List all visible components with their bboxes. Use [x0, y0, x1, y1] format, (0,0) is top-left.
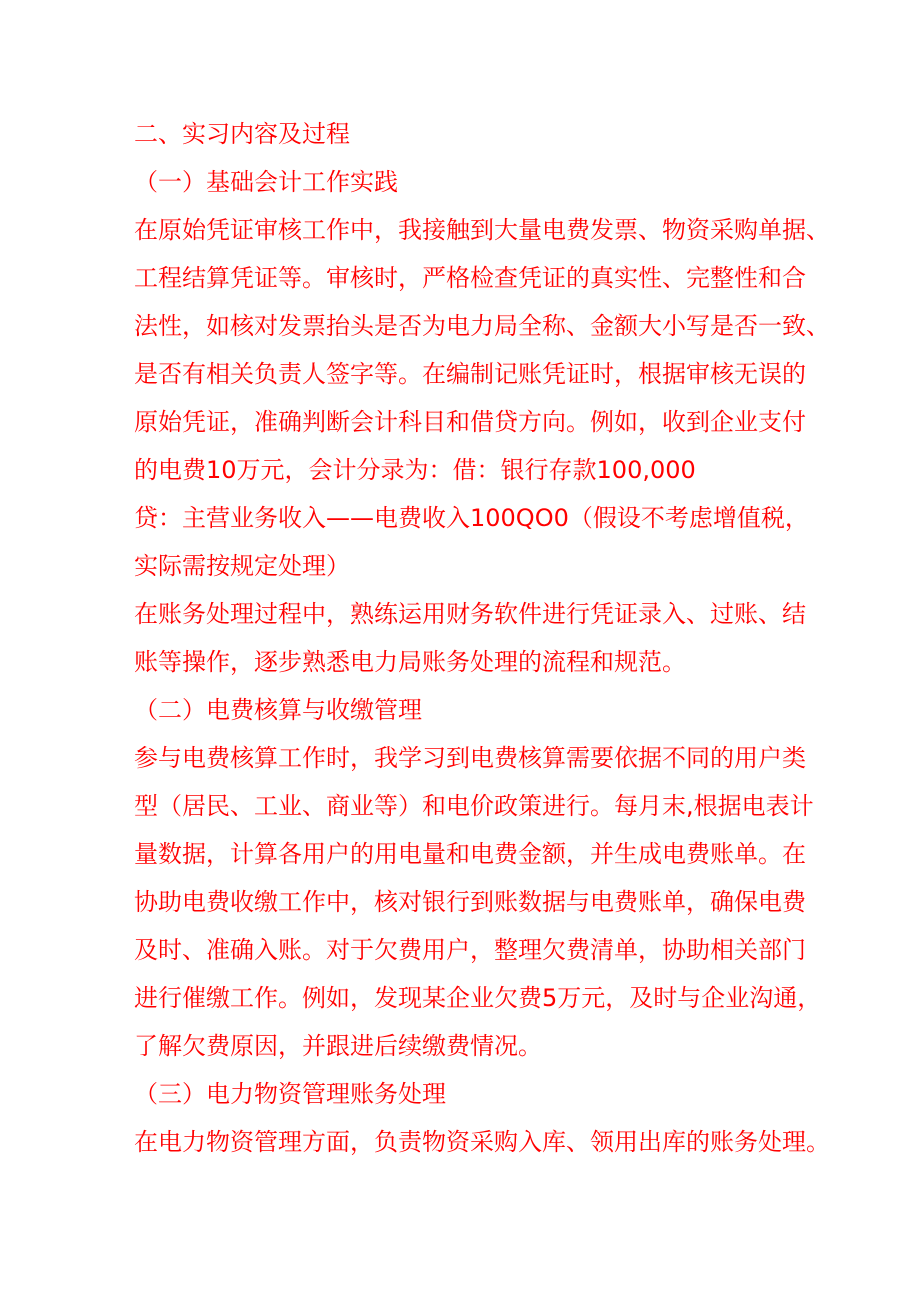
- subsection-heading-1: （一）基础会计工作实践: [134, 168, 398, 196]
- paragraph-line: 及时、准确入账。对于欠费用户，整理欠费清单，协助相关部门: [134, 936, 806, 964]
- section-heading: 二、实习内容及过程: [134, 120, 350, 148]
- paragraph-line: 进行催缴工作。例如，发现某企业欠费5万元，及时与企业沟通，: [134, 984, 822, 1012]
- paragraph-line: 型（居民、工业、商业等）和电价政策进行。每月末,根据电表计: [134, 792, 814, 820]
- paragraph-line: 在原始凭证审核工作中，我接触到大量电费发票、物资采购单据、: [134, 216, 830, 244]
- paragraph-line: 法性，如核对发票抬头是否为电力局全称、金额大小写是否一致、: [134, 312, 830, 340]
- subsection-heading-3: （三）电力物资管理账务处理: [134, 1080, 446, 1108]
- paragraph-line: 协助电费收缴工作中，核对银行到账数据与电费账单，确保电费: [134, 888, 806, 916]
- document-body: [134, 110, 830, 1166]
- paragraph-line: 量数据，计算各用户的用电量和电费金额，并生成电费账单。在: [134, 840, 806, 868]
- paragraph-line: 工程结算凭证等。审核时，严格检查凭证的真实性、完整性和合: [134, 264, 806, 292]
- subsection-heading-2: （二）电费核算与收缴管理: [134, 696, 422, 724]
- paragraph-line: 在电力物资管理方面，负责物资采购入库、领用出库的账务处理。: [134, 1128, 830, 1156]
- paragraph-line: 了解欠费原因，并跟进后续缴费情况。: [134, 1032, 542, 1060]
- paragraph-line: 参与电费核算工作时，我学习到电费核算需要依据不同的用户类: [134, 744, 806, 772]
- paragraph-line: 账等操作，逐步熟悉电力局账务处理的流程和规范。: [134, 648, 686, 676]
- paragraph-line: 的电费10万元，会计分录为：借：银行存款100,000: [134, 456, 696, 484]
- paragraph-line: 在账务处理过程中，熟练运用财务软件进行凭证录入、过账、结: [134, 600, 806, 628]
- paragraph-line: 是否有相关负责人签字等。在编制记账凭证时，根据审核无误的: [134, 360, 806, 388]
- paragraph-line: 实际需按规定处理）: [134, 552, 350, 580]
- paragraph-line: 原始凭证，准确判断会计科目和借贷方向。例如，收到企业支付: [134, 408, 806, 436]
- paragraph-line: 贷：主营业务收入——电费收入100QO0（假设不考虑增值税，: [134, 504, 809, 532]
